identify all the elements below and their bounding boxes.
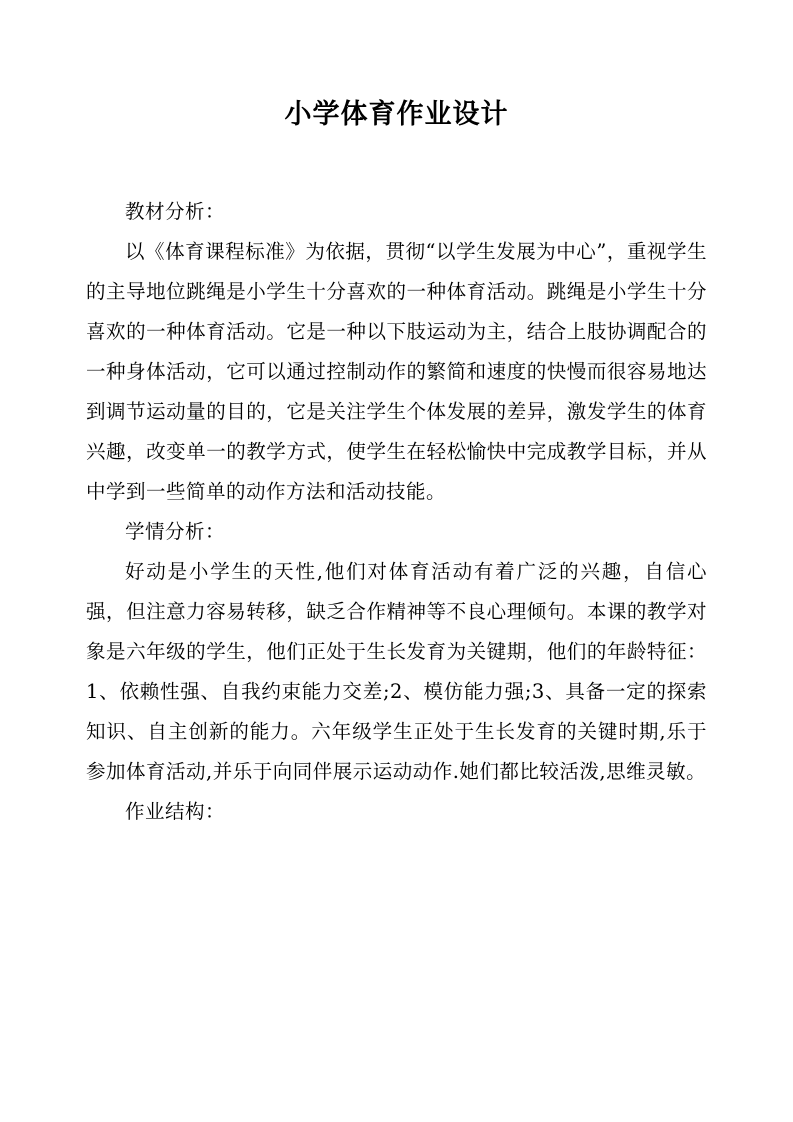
section-heading-xueqing-fenxi: 学情分析： — [125, 519, 226, 543]
document-body — [86, 192, 707, 832]
page-title: 小学体育作业设计 — [284, 99, 509, 130]
section-heading-jiaocai-fenxi: 教材分析： — [125, 199, 226, 223]
section-body-jiaocai-fenxi: 以《体育课程标准》为依据，贯彻“以学生发展为中心”，重视学生的主导地位跳绳是小学生十分喜欢的一种体育活动。跳绳是小学生十分喜欢的一种体育活动。它是一种以下肢运动为主，结合上肢协调配合的一种身体活动，它可以通过控制动作的繁简和速度的快慢而很容易地达到调节运动量的目的，它是关注学生个体发展的差异，激发学生的体育兴趣，改变单一的教学方式，使学生在轻松愉快中完成教学目标，并从中学到一些简单的动作方法和活动技能。 — [86, 239, 707, 503]
section-body-xueqing-fenxi: 好动是小学生的天性,他们对体育活动有着广泛的兴趣，自信心强，但注意力容易转移，缺乏合作精神等不良心理倾句。本课的教学对象是六年级的学生，他们正处于生长发育为关键期，他们的年龄特征：1、依赖性强、自我约束能力交差;2、模仿能力强;3、具备一定的探索知识、自主创新的能力。六年级学生正处于生长发育的关键时期,乐于参加体育活动,并乐于向同伴展示运动动作.她们都比较活泼,思维灵敏。 — [86, 559, 707, 783]
section-heading-zuoye-jiegou: 作业结构： — [125, 799, 226, 823]
